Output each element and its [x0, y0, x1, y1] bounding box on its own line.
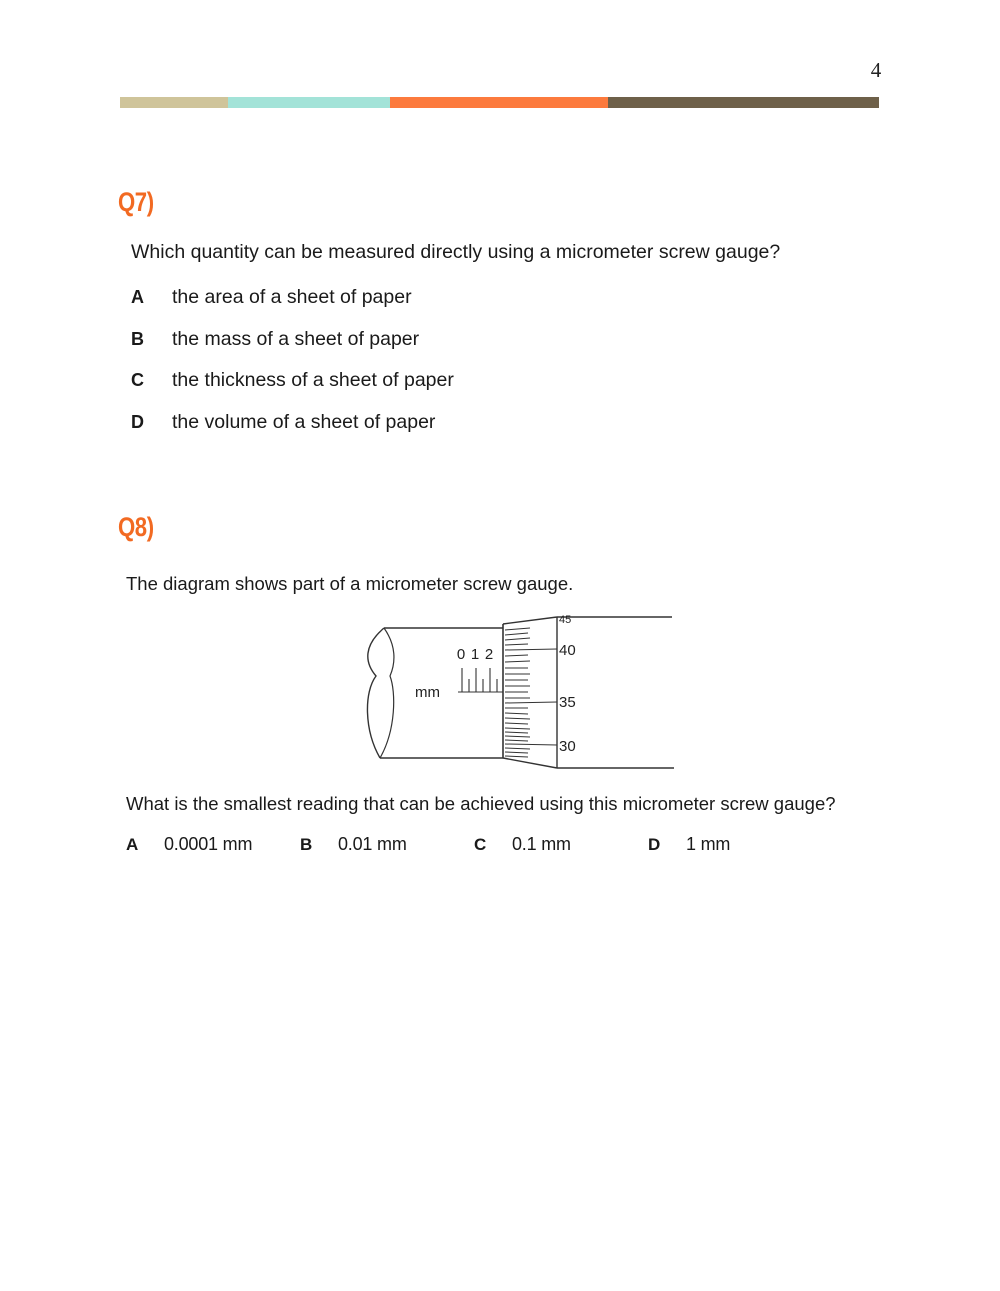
color-bar-segment-brown	[608, 97, 879, 108]
thimble-bevel-bottom	[503, 758, 557, 768]
option-letter: B	[131, 328, 144, 349]
option-text: 0.0001 mm	[164, 834, 253, 854]
q8-options	[126, 834, 822, 855]
thimble-label-40: 40	[559, 642, 576, 659]
q8-heading: Q8)	[118, 512, 154, 542]
thimble-label-30: 30	[559, 738, 576, 755]
option-text: the volume of a sheet of paper	[172, 410, 436, 433]
header-color-bar	[120, 97, 879, 108]
option-text: 0.01 mm	[338, 834, 407, 854]
thimble-bevel-top	[503, 617, 557, 624]
sleeve-number-1: 1	[470, 646, 480, 663]
sleeve-number-2: 2	[484, 646, 494, 663]
unit-label: mm	[415, 684, 440, 701]
option-text: the mass of a sheet of paper	[172, 327, 420, 350]
q8-option-b[interactable]	[300, 834, 474, 855]
micrometer-diagram	[360, 610, 680, 775]
q7-option-d[interactable]	[131, 411, 454, 453]
q8-option-d[interactable]	[648, 834, 822, 855]
option-letter: D	[648, 835, 661, 854]
sleeve-mm-ticks	[462, 668, 497, 692]
color-bar-segment-mint	[228, 97, 390, 108]
anvil-break-left	[367, 628, 384, 758]
page-number: 4	[870, 58, 882, 82]
q8-intro: The diagram shows part of a micrometer screw gauge.	[126, 573, 574, 594]
q7-heading: Q7)	[118, 187, 154, 217]
q7-prompt: Which quantity can be measured directly using a micrometer screw gauge?	[131, 241, 781, 263]
option-text: 1 mm	[686, 834, 731, 854]
option-letter: A	[131, 287, 144, 307]
option-text: the area of a sheet of paper	[172, 286, 412, 308]
option-text: 0.1 mm	[512, 834, 571, 854]
q7-option-c[interactable]	[131, 369, 454, 411]
anvil-break-right	[380, 628, 394, 758]
option-text: the thickness of a sheet of paper	[172, 369, 454, 391]
option-letter: B	[300, 835, 313, 854]
thimble-label-45: 45	[559, 614, 572, 626]
thimble-scale-ticks	[505, 628, 557, 757]
q7-options	[131, 286, 454, 452]
option-letter: A	[126, 835, 139, 854]
q8-prompt: What is the smallest reading that can be achieved using this micrometer screw gauge?	[126, 793, 836, 814]
sleeve-number-0: 0	[456, 646, 466, 663]
color-bar-segment-orange	[390, 97, 608, 108]
color-bar-segment-beige	[120, 97, 228, 108]
option-letter: C	[131, 370, 144, 390]
q7-option-b[interactable]	[131, 328, 454, 370]
q7-option-a[interactable]	[131, 286, 454, 328]
option-letter: D	[131, 411, 144, 432]
thimble-label-35: 35	[559, 694, 576, 711]
q8-option-c[interactable]	[474, 834, 648, 855]
q8-option-a[interactable]	[126, 834, 300, 855]
option-letter: C	[474, 835, 487, 854]
